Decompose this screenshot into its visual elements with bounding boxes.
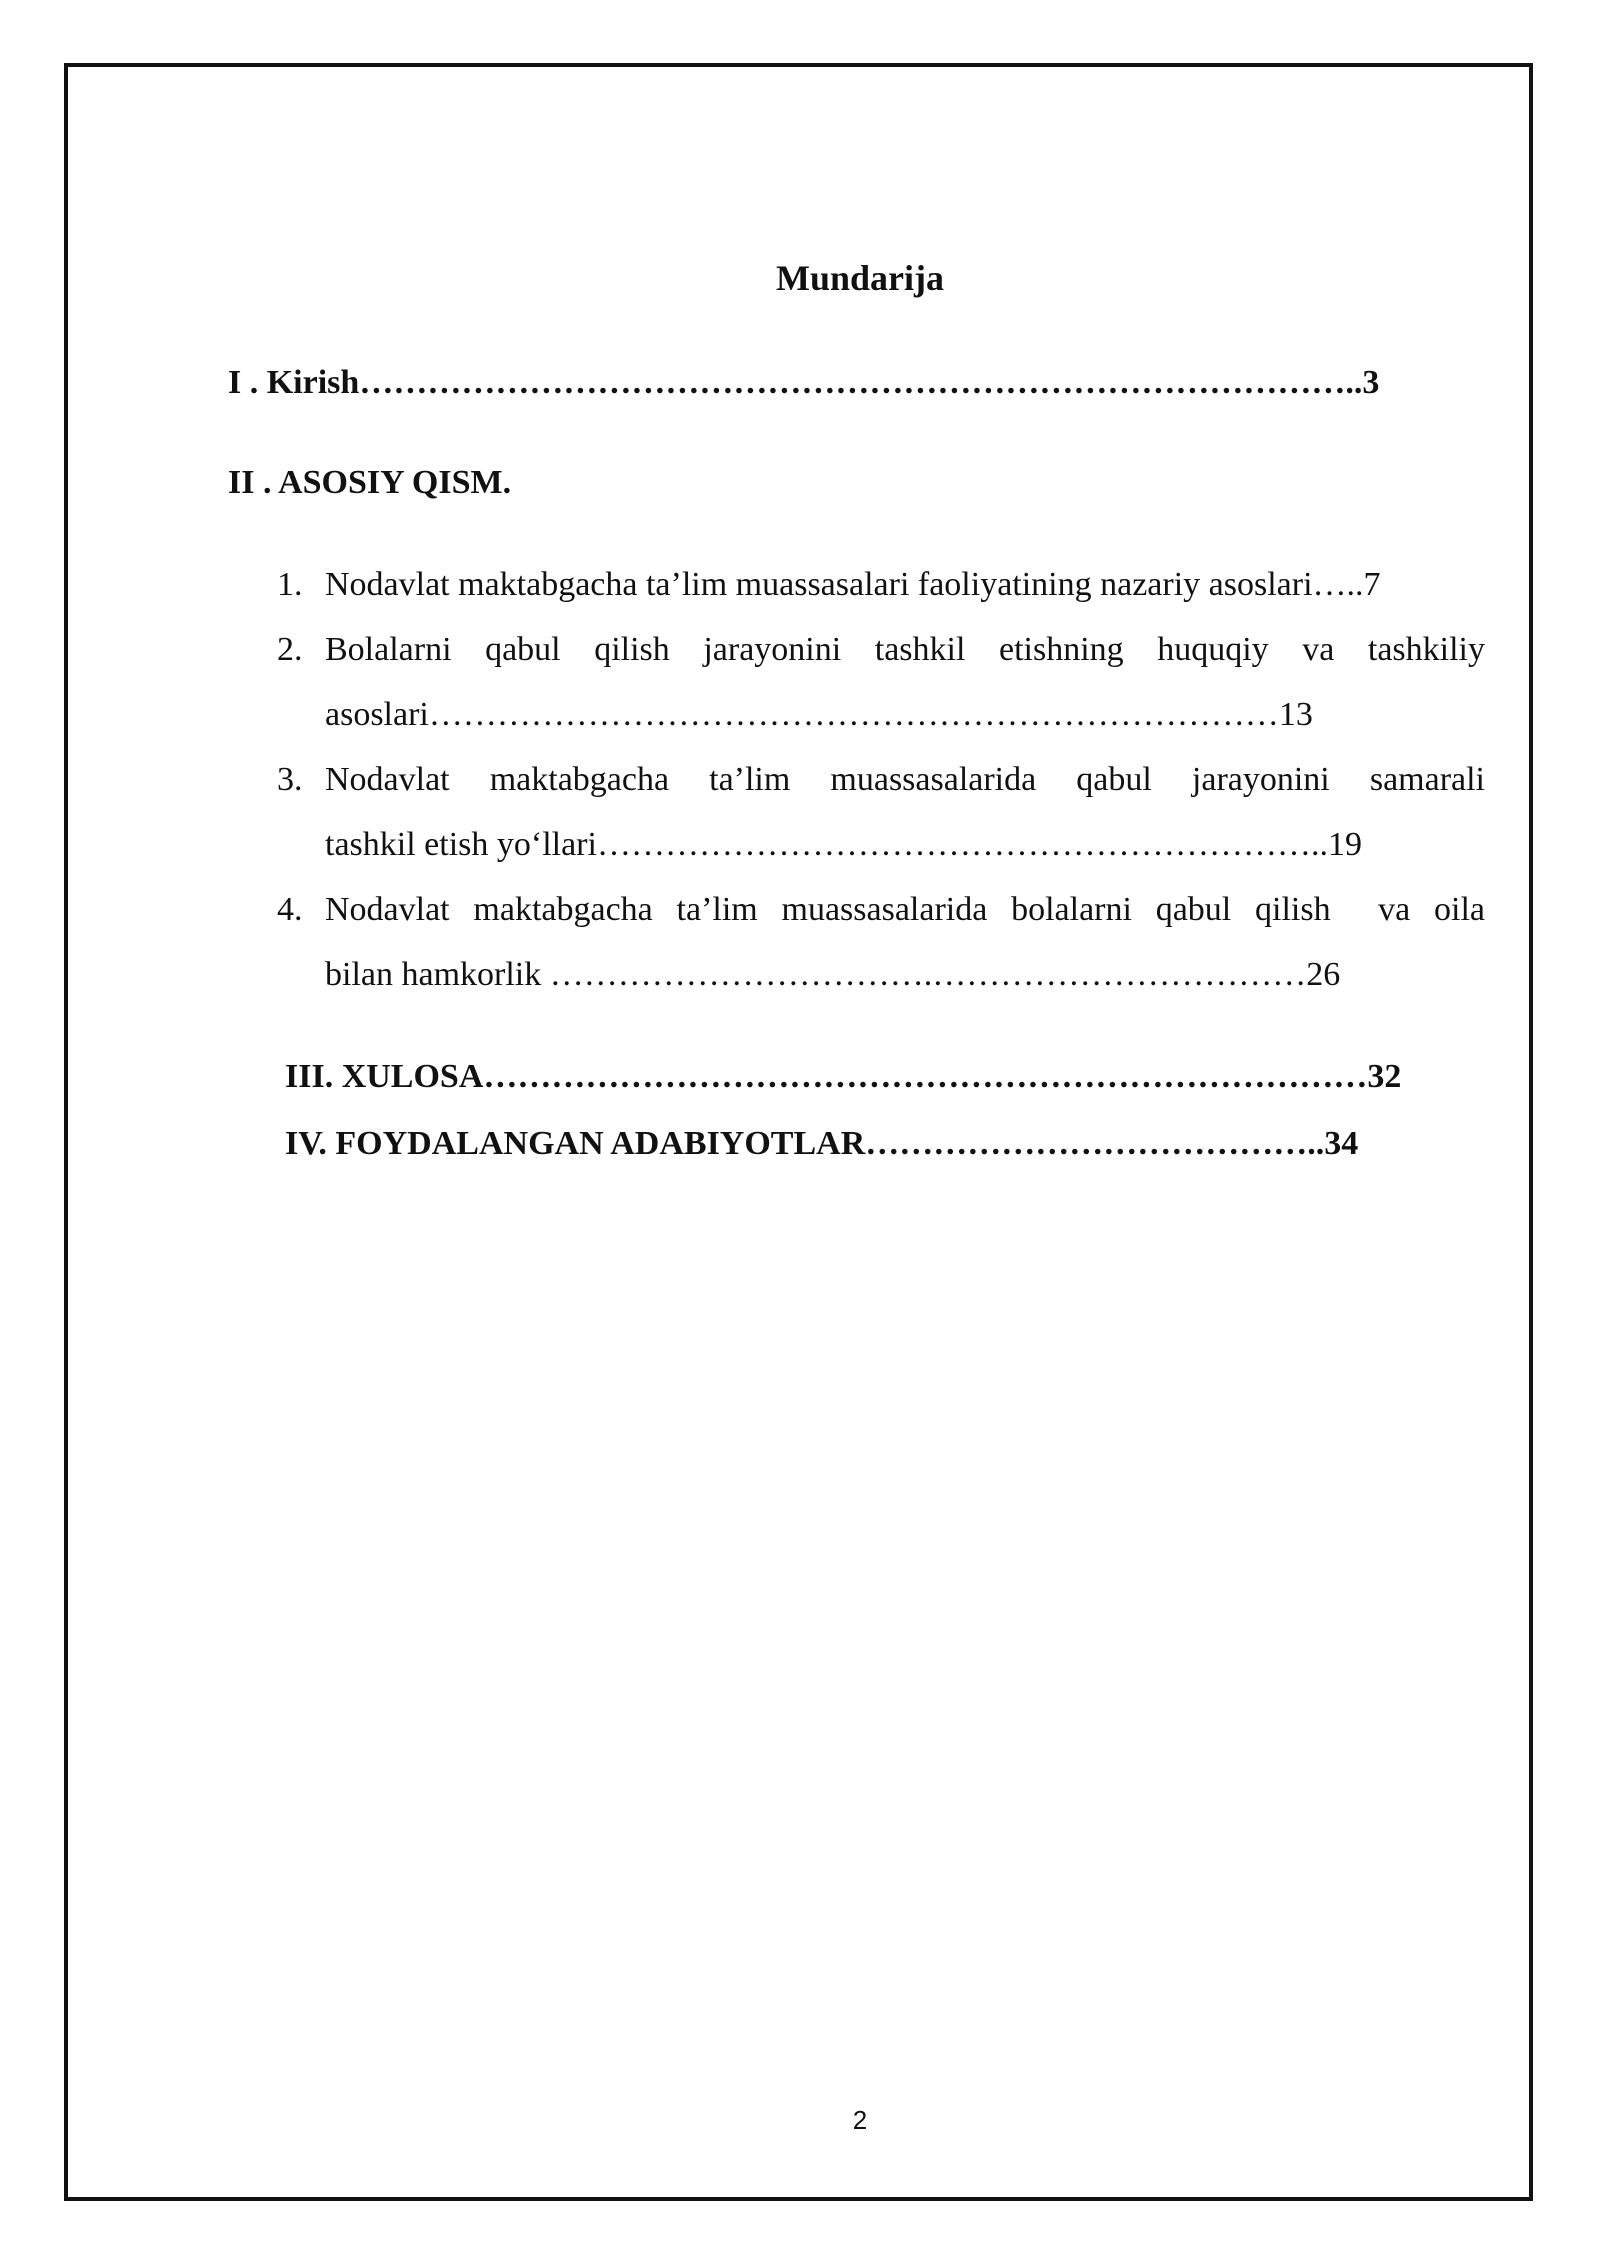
toc-page-number: 34	[1324, 1125, 1359, 1162]
section-number: 1.	[277, 566, 303, 603]
toc-entry-conclusion	[285, 1053, 1401, 1101]
section-number: 2.	[277, 631, 303, 668]
toc-entry-references	[285, 1120, 1358, 1168]
toc-section-3	[277, 747, 1485, 877]
toc-section-2	[277, 617, 1485, 747]
toc-leader: ……………………………………………………………………………..	[359, 364, 1363, 401]
toc-main-part-heading: II . ASOSIY QISM.	[228, 464, 512, 501]
toc-entry-title: IV. FOYDALANGAN ADABIYOTLAR	[285, 1125, 866, 1162]
toc-page-number: 3	[1362, 364, 1380, 401]
section-title-line: Nodavlat maktabgacha ta’lim muassasalari faoliyatining nazariy asoslari…..7	[325, 566, 1381, 603]
toc-entry-intro	[228, 359, 1379, 407]
section-number: 3.	[277, 761, 303, 798]
section-title-line: tashkil etish yo‘llari………………………………………………………..19	[325, 826, 1362, 863]
section-title-line: Nodavlat maktabgacha ta’lim muassasalarida bolalarni qabul qilish va oila	[325, 891, 1485, 928]
toc-leader: …………………………………..	[865, 1125, 1325, 1162]
toc-entry-title: I . Kirish	[228, 364, 360, 401]
toc-section-1	[277, 552, 1485, 617]
section-title-line: Nodavlat maktabgacha ta’lim muassasalarida qabul jarayonini samarali	[325, 761, 1485, 798]
toc-leader: ……………………………………………………………………	[483, 1058, 1368, 1095]
section-title-line: asoslari…………………………………………………………………13	[325, 696, 1313, 733]
toc-page-number: 32	[1367, 1058, 1402, 1095]
toc-heading: Mundarija	[775, 258, 944, 298]
section-title-line: Bolalarni qabul qilish jarayonini tashkil etishning huquqiy va tashkiliy	[325, 631, 1485, 668]
toc-entry-title: III. XULOSA	[285, 1058, 484, 1095]
toc-section-4	[277, 877, 1485, 1007]
section-title-line: bilan hamkorlik …………………………….……………………………26	[325, 956, 1341, 993]
section-number: 4.	[277, 891, 303, 928]
page-number: 2	[852, 2105, 868, 2135]
